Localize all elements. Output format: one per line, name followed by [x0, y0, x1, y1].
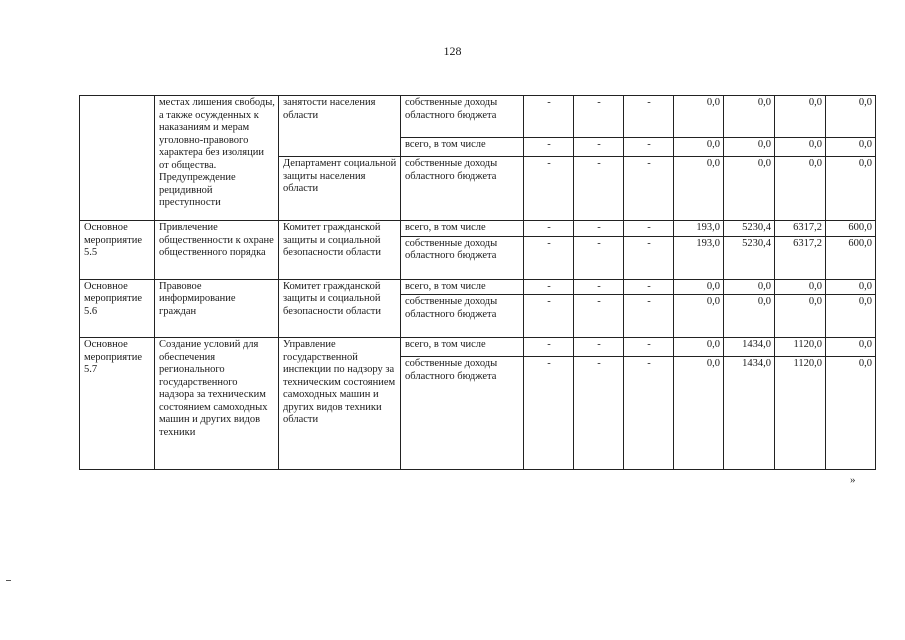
value-cell: - [624, 96, 674, 138]
value-cell: - [574, 157, 624, 221]
value-cell: 6317,2 [775, 221, 826, 237]
value-cell: - [524, 96, 574, 138]
value-cell: 0,0 [826, 96, 876, 138]
value-cell: - [624, 295, 674, 338]
value-cell: 0,0 [674, 279, 724, 295]
value-cell: 5230,4 [724, 221, 775, 237]
value-cell: - [524, 338, 574, 357]
source-cell: собственные доходы областного бюджета [401, 157, 524, 221]
value-cell: 5230,4 [724, 236, 775, 279]
executor-cell: Комитет гражданской защиты и социальной безопасности области [279, 279, 401, 338]
executor-cell: Комитет гражданской защиты и социальной безопасности области [279, 221, 401, 280]
table-row [80, 338, 876, 357]
event-cell: Правовое информирование граждан [155, 279, 279, 338]
value-cell: 1434,0 [724, 338, 775, 357]
value-cell: 0,0 [775, 96, 826, 138]
value-cell: 0,0 [674, 295, 724, 338]
source-cell: собственные доходы областного бюджета [401, 96, 524, 138]
value-cell: 0,0 [674, 96, 724, 138]
source-cell: собственные доходы областного бюджета [401, 295, 524, 338]
source-cell: собственные доходы областного бюджета [401, 236, 524, 279]
source-cell: всего, в том числе [401, 279, 524, 295]
value-cell: - [624, 221, 674, 237]
value-cell: 0,0 [826, 138, 876, 157]
value-cell: 193,0 [674, 236, 724, 279]
value-cell: - [574, 96, 624, 138]
value-cell: 1120,0 [775, 357, 826, 470]
margin-mark [6, 580, 11, 581]
executor-cell: Управление государственной инспекции по надзору за техническим состоянием самоходных машин и других видов техники области [279, 338, 401, 470]
value-cell: 0,0 [724, 157, 775, 221]
value-cell: 0,0 [674, 157, 724, 221]
table-row [80, 221, 876, 237]
executor-cell: занятости населения области [279, 96, 401, 157]
value-cell: 0,0 [826, 279, 876, 295]
value-cell: - [574, 236, 624, 279]
value-cell: 0,0 [674, 138, 724, 157]
value-cell: - [624, 338, 674, 357]
value-cell: - [574, 221, 624, 237]
value-cell: 0,0 [724, 138, 775, 157]
value-cell: 600,0 [826, 221, 876, 237]
measure-cell: Основное мероприятие 5.7 [80, 338, 155, 470]
value-cell: - [524, 236, 574, 279]
value-cell: 0,0 [674, 357, 724, 470]
page-number: 128 [443, 44, 462, 58]
measure-cell [80, 96, 155, 221]
value-cell: - [624, 138, 674, 157]
value-cell: 0,0 [674, 338, 724, 357]
value-cell: 0,0 [826, 357, 876, 470]
value-cell: - [574, 138, 624, 157]
value-cell: 600,0 [826, 236, 876, 279]
table-row [80, 279, 876, 295]
value-cell: - [624, 157, 674, 221]
value-cell: - [524, 295, 574, 338]
source-cell: всего, в том числе [401, 221, 524, 237]
closing-quote: » [850, 474, 856, 486]
budget-table [79, 95, 876, 470]
value-cell: 6317,2 [775, 236, 826, 279]
measure-cell: Основное мероприятие 5.6 [80, 279, 155, 338]
event-cell: Создание условий для обеспечения регионального государственного надзора за техническим состоянием самоходных машин и других видов техники [155, 338, 279, 470]
table-row [80, 96, 876, 138]
source-cell: всего, в том числе [401, 138, 524, 157]
value-cell: 0,0 [724, 96, 775, 138]
value-cell: 0,0 [826, 338, 876, 357]
value-cell: 0,0 [724, 295, 775, 338]
value-cell: 193,0 [674, 221, 724, 237]
value-cell: 1120,0 [775, 338, 826, 357]
value-cell: 0,0 [775, 279, 826, 295]
value-cell: 0,0 [826, 295, 876, 338]
event-cell: местах лишения свободы, а также осужденных к наказаниям и мерам уголовно-правового характера без изоляции от общества. Предупреждение рецидивной преступности [155, 96, 279, 221]
value-cell: 0,0 [826, 157, 876, 221]
value-cell: 0,0 [724, 279, 775, 295]
value-cell: 0,0 [775, 157, 826, 221]
value-cell: - [574, 357, 624, 470]
value-cell: 0,0 [775, 295, 826, 338]
value-cell: - [524, 157, 574, 221]
value-cell: - [524, 357, 574, 470]
value-cell: 1434,0 [724, 357, 775, 470]
source-cell: всего, в том числе [401, 338, 524, 357]
value-cell: - [524, 279, 574, 295]
value-cell: - [624, 279, 674, 295]
value-cell: - [574, 338, 624, 357]
value-cell: 0,0 [775, 138, 826, 157]
value-cell: - [624, 357, 674, 470]
value-cell: - [574, 279, 624, 295]
event-cell: Привлечение общественности к охране общественного порядка [155, 221, 279, 280]
value-cell: - [624, 236, 674, 279]
value-cell: - [524, 138, 574, 157]
value-cell: - [524, 221, 574, 237]
measure-cell: Основное мероприятие 5.5 [80, 221, 155, 280]
source-cell: собственные доходы областного бюджета [401, 357, 524, 470]
value-cell: - [574, 295, 624, 338]
executor-cell: Департамент социальной защиты населения области [279, 157, 401, 221]
